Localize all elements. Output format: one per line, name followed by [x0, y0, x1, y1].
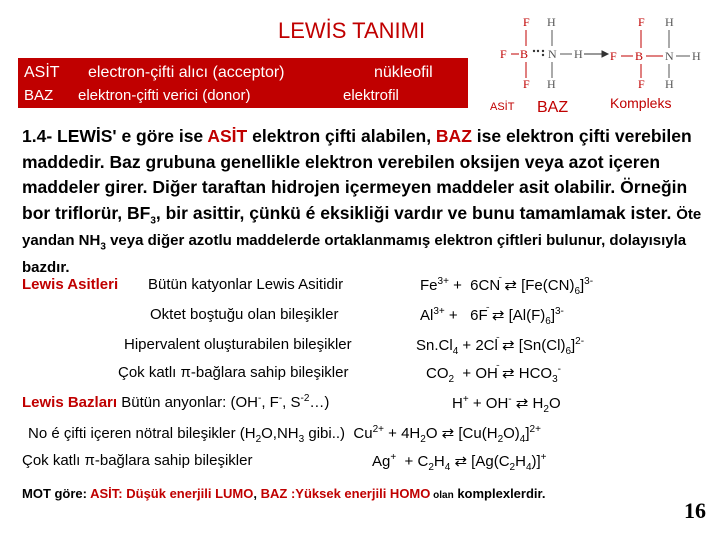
- page-title: LEWİS TANIMI: [278, 18, 426, 43]
- atom-f-bottom: F: [523, 77, 530, 91]
- mot-base: BAZ :Yüksek enerjili HOMO: [260, 486, 431, 501]
- acid-highlight: ASİT: [207, 126, 248, 146]
- lewis-bases-line: Lewis Bazları Bütün anyonlar: (OH-, F-, $S^{-2}\dots$): [22, 393, 330, 411]
- atom-h-right: H: [574, 47, 583, 61]
- base-label: BAZ: [24, 87, 54, 104]
- base-term: elektrofil: [343, 87, 399, 104]
- acid-row-3-desc: Hipervalent oluşturabilen bileşikler: [124, 336, 352, 353]
- acid-row-1-desc: Bütün katyonlar Lewis Asitidir: [148, 276, 344, 293]
- atom-f-complex-bottom: F: [638, 77, 645, 91]
- atom-h-complex-bottom: H: [665, 77, 674, 91]
- atom-h-complex-right: H: [692, 49, 701, 63]
- diagram-acid-caption: ASİT: [490, 101, 515, 113]
- atom-f-top: F: [523, 15, 530, 29]
- atom-h-bottom: H: [547, 77, 556, 91]
- base-row-3-equation: $Ag^+ + C_2H_4$ ⇄ $[Ag(C_2H_4)]^+$: [372, 452, 547, 473]
- base-description: elektron-çifti verici (donor): [78, 87, 251, 104]
- acid-row-1-equation: $Fe^{3+} + 6CN$ ⇄ $[Fe(CN)_6]^{3-}$: [420, 276, 594, 297]
- base-highlight: BAZ: [435, 126, 472, 146]
- acid-label: ASİT: [24, 64, 60, 81]
- lewis-reaction-diagram: [490, 8, 710, 120]
- acid-term: nükleofil: [374, 64, 433, 81]
- atom-b: B: [520, 47, 529, 61]
- atom-n: N: [548, 47, 557, 61]
- lewis-definition-paragraph: 1.4- LEWİS' e göre ise ASİT elektron çifti alabilen, BAZ ise elektron çifti verebilen maddedir. Baz grubuna genellikle elektron verebilen oksijen veya azot içeren maddeler girer. Diğer taraftan hidrojen içermeyen maddeler asit olabilir. Örneğin bor triflorür, $BF_3$, bir asittir, çünkü é eksikliği vardır ve bunu tamamlamak ister. Öte yandan $NH_3$ veya diğer azotlu maddelerde ortaklanmamış elektron çiftleri bulunur, dolayısıyla bazdır.: [22, 126, 702, 276]
- lewis-bases-heading: Lewis Bazları: [22, 394, 118, 411]
- diagram-complex-caption: Kompleks: [610, 95, 672, 111]
- atom-f-complex-left: F: [610, 49, 617, 63]
- diagram-base-caption: BAZ: [537, 99, 569, 116]
- acid-row-4-equation: $CO_2$ + OH ⇄ $HCO_3^-$: [426, 364, 561, 385]
- acid-description: electron-çifti alıcı (acceptor): [88, 64, 285, 81]
- mot-summary: MOT göre: ASİT: Düşük enerjili LUMO, BAZ :Yüksek enerjili HOMO olan komplexlerdir.: [22, 486, 546, 501]
- base-row-2-line: No é çifti içeren nötral bileşikler ($H_2O,NH_3$ gibi..) $Cu^{2+} + 4H_2O$ ⇄ $[Cu(H_2O)_4]^{2+}$: [28, 424, 541, 445]
- atom-f-complex-top: F: [638, 15, 645, 29]
- base-row-1-equation: H+ + OH- ⇄ $H_2O$: [452, 394, 561, 415]
- acid-row-4-desc: Çok katlı π-bağlara sahip bileşikler: [118, 364, 349, 381]
- lewis-acids-heading: Lewis Asitleri: [22, 276, 119, 293]
- page-number: 16: [684, 498, 706, 523]
- base-row-2-desc: No é çifti içeren nötral bileşikler (H: [28, 425, 256, 442]
- atom-b-complex: B: [635, 49, 644, 63]
- atom-n-complex: N: [665, 49, 674, 63]
- atom-h-top: H: [547, 15, 556, 29]
- base-row-1-desc: Bütün anyonlar: (OH: [121, 394, 258, 411]
- atom-h-complex-top: H: [665, 15, 674, 29]
- base-row-3-desc: Çok katlı π-bağlara sahip bileşikler: [22, 452, 253, 469]
- acid-row-2-desc: Oktet boştuğu olan bileşikler: [150, 306, 339, 323]
- atom-f-left: F: [500, 47, 507, 61]
- acid-row-2-equation: $Al^{3+} + 6F$ ⇄ $[Al(F)_6]^{3-}$: [420, 306, 564, 327]
- mot-acid: ASİT: Düşük enerjili LUMO: [90, 486, 254, 501]
- acid-row-3-equation: $Sn.Cl_4 + 2Cl$ ⇄ $[Sn(Cl)_6]^{2-}$: [416, 336, 585, 357]
